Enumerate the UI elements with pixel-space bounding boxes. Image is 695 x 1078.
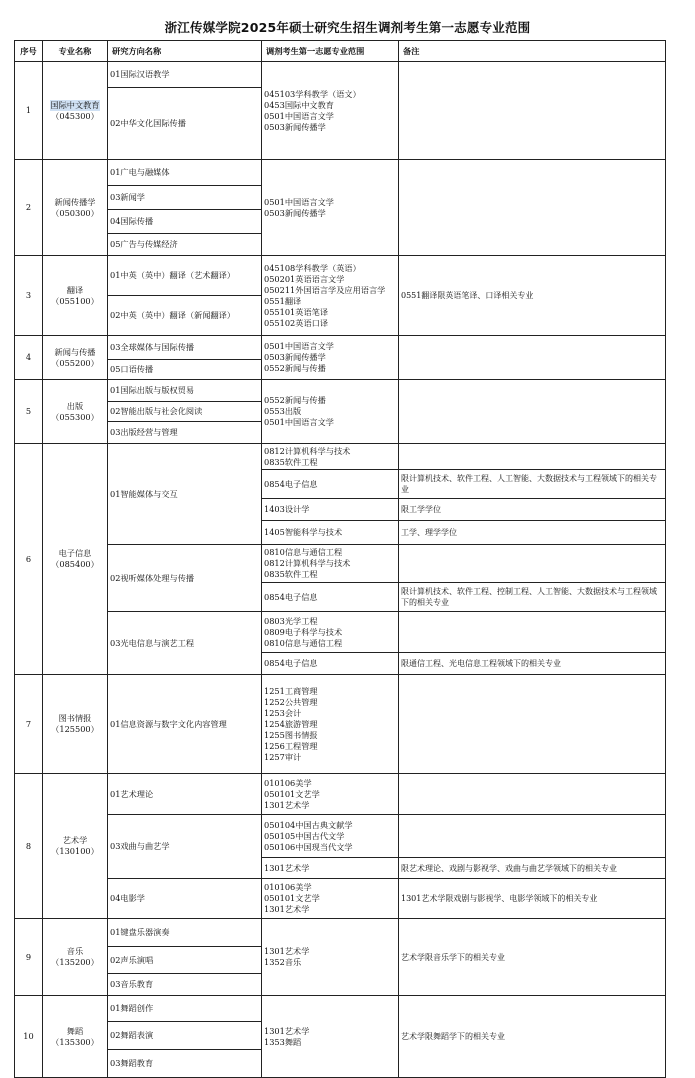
scope-line: 0501中国语言文学 <box>264 110 334 121</box>
row-6-d3-scope-2: 0854电子信息 <box>261 652 399 675</box>
row-4-scope <box>261 335 399 380</box>
scope-line: 045108学科教学（英语） <box>264 262 361 273</box>
row-6-direction-1: 01智能媒体与交互 <box>107 443 262 545</box>
major-code: （125500） <box>51 724 99 734</box>
scope-line: 050201英语语言文学 <box>264 273 345 284</box>
row-2-direction-1: 01广电与融媒体 <box>107 159 262 186</box>
scope-line: 0453国际中文教育 <box>264 99 334 110</box>
scope-line: 0501中国语言文学 <box>264 417 334 427</box>
row-6-d1-remark-4: 工学、理学学位 <box>398 520 666 545</box>
row-7-remark <box>398 674 666 774</box>
row-1-seq: 1 <box>14 61 43 160</box>
row-10-seq: 10 <box>14 995 43 1078</box>
row-6-d1-remark-3: 限工学学位 <box>398 498 666 521</box>
major-name: 新闻与传播 <box>54 346 96 357</box>
row-2-major <box>42 159 108 256</box>
row-8-d2-remark-2: 限艺术理论、戏剧与影视学、戏曲与曲艺学领域下的相关专业 <box>398 857 666 879</box>
row-9-direction-2: 02声乐演唱 <box>107 946 262 974</box>
row-8-d1-remark <box>398 773 666 815</box>
row-6-d1-scope-3: 1403设计学 <box>261 498 399 521</box>
row-9-direction-3: 03音乐教育 <box>107 973 262 996</box>
major-code: （055200） <box>51 357 99 368</box>
row-5-direction-3: 03出版经营与管理 <box>107 421 262 444</box>
row-8-major <box>42 773 108 919</box>
header-scope: 调剂考生第一志愿专业范围 <box>261 40 399 62</box>
scope-line: 1254旅游管理 <box>264 718 318 729</box>
row-4-major <box>42 335 108 380</box>
scope-line: 055101英语笔译 <box>264 306 329 317</box>
scope-line: 1257审计 <box>264 751 302 762</box>
scope-line: 1253会计 <box>264 707 302 718</box>
scope-line: 0552新闻与传播 <box>264 395 326 405</box>
document-title: 浙江传媒学院2025年硕士研究生招生调剂考生第一志愿专业范围 <box>164 20 531 35</box>
row-10-remark: 艺术学限舞蹈学下的相关专业 <box>398 995 666 1078</box>
row-2-remark <box>398 159 666 256</box>
row-5-major <box>42 379 108 444</box>
row-7-seq: 7 <box>14 674 43 774</box>
row-6-direction-2: 02视听媒体处理与传播 <box>107 544 262 612</box>
row-8-direction-3: 04电影学 <box>107 878 262 919</box>
scope-line: 0812计算机科学与技术 <box>264 558 351 568</box>
row-8-d3-remark: 1301艺术学限戏剧与影视学、电影学领域下的相关专业 <box>398 878 666 919</box>
scope-line: 0835软件工程 <box>264 569 318 579</box>
header-seq: 序号 <box>14 40 43 62</box>
row-6-d2-scope-2: 0854电子信息 <box>261 582 399 612</box>
row-10-direction-3: 03舞蹈教育 <box>107 1049 262 1078</box>
row-6-d1-scope-2: 0854电子信息 <box>261 469 399 499</box>
row-6-d2-remark-1 <box>398 544 666 583</box>
scope-line: 055102英语口译 <box>264 317 329 328</box>
row-6-d2-remark-2: 限计算机技术、软件工程、控制工程、人工智能、大数据技术与工程领域下的相关专业 <box>398 582 666 612</box>
major-name: 舞蹈 <box>66 1025 84 1036</box>
row-8-d2-scope-1 <box>261 814 399 858</box>
row-6-seq: 6 <box>14 443 43 675</box>
row-6-major <box>42 443 108 675</box>
scope-line: 0803光学工程 <box>264 615 318 626</box>
row-9-seq: 9 <box>14 918 43 996</box>
scope-line: 050101文艺学 <box>264 893 320 903</box>
row-9-remark: 艺术学限音乐学下的相关专业 <box>398 918 666 996</box>
scope-line: 050104中国古典文献学 <box>264 819 353 830</box>
scope-line: 0553出版 <box>264 406 302 416</box>
row-8-d2-remark-1 <box>398 814 666 858</box>
scope-line: 0835软件工程 <box>264 456 318 467</box>
row-4-direction-1: 03全球媒体与国际传播 <box>107 335 262 360</box>
row-5-direction-1: 01国际出版与版权贸易 <box>107 379 262 402</box>
row-1-major <box>42 61 108 160</box>
header-remark: 备注 <box>398 40 666 62</box>
row-1-direction-2: 02中华文化国际传播 <box>107 87 262 160</box>
row-1-remark <box>398 61 666 160</box>
scope-line: 0503新闻传播学 <box>264 207 326 218</box>
row-8-direction-1: 01艺术理论 <box>107 773 262 815</box>
row-1-scope <box>261 61 399 160</box>
scope-line: 1256工程管理 <box>264 740 318 751</box>
scope-line: 010106美学 <box>264 882 312 892</box>
row-5-remark <box>398 379 666 444</box>
scope-line: 0552新闻与传播 <box>264 363 326 373</box>
row-9-scope <box>261 918 399 996</box>
row-7-scope <box>261 674 399 774</box>
row-8-d2-scope-2: 1301艺术学 <box>261 857 399 879</box>
row-10-direction-2: 02舞蹈表演 <box>107 1021 262 1050</box>
row-2-direction-3: 04国际传播 <box>107 209 262 234</box>
row-7-major <box>42 674 108 774</box>
major-code: （055100） <box>51 295 99 306</box>
scope-line: 1301艺术学 <box>264 799 310 810</box>
row-9-major <box>42 918 108 996</box>
scope-line: 1255图书情报 <box>264 729 318 740</box>
row-6-d3-remark-1 <box>398 611 666 653</box>
major-code: （050300） <box>51 207 99 218</box>
major-name: 国际中文教育 <box>50 99 100 110</box>
scope-line: 0551翻译 <box>264 295 302 306</box>
row-2-seq: 2 <box>14 159 43 256</box>
scope-line: 1252公共管理 <box>264 696 318 707</box>
scope-line: 050101文艺学 <box>264 788 320 799</box>
row-2-direction-4: 05广告与传媒经济 <box>107 233 262 256</box>
scope-line: 1301艺术学 <box>264 946 310 956</box>
row-3-seq: 3 <box>14 255 43 336</box>
major-code: （045300） <box>51 110 99 121</box>
row-6-d1-scope-4: 1405智能科学与技术 <box>261 520 399 545</box>
major-name: 艺术学 <box>62 835 88 845</box>
row-6-d3-scope-1 <box>261 611 399 653</box>
scope-line: 0501中国语言文学 <box>264 341 334 351</box>
scope-line: 0810信息与通信工程 <box>264 637 343 648</box>
scope-line: 010106美学 <box>264 777 312 788</box>
row-10-major <box>42 995 108 1078</box>
major-name: 翻译 <box>66 284 84 295</box>
major-code: （085400） <box>51 559 99 569</box>
row-4-remark <box>398 335 666 380</box>
scope-line: 1353舞蹈 <box>264 1036 302 1047</box>
major-name: 出版 <box>66 400 84 411</box>
major-name: 图书情报 <box>58 713 92 723</box>
scope-line: 050106中国现当代文学 <box>264 841 353 852</box>
row-8-d1-scope <box>261 773 399 815</box>
row-3-direction-2: 02中英（英中）翻译（新闻翻译） <box>107 295 262 336</box>
scope-line: 1301艺术学 <box>264 1025 310 1036</box>
row-9-direction-1: 01键盘乐器演奏 <box>107 918 262 947</box>
row-6-d1-remark-2: 限计算机技术、软件工程、人工智能、大数据技术与工程领域下的相关专业 <box>398 469 666 499</box>
row-3-scope <box>261 255 399 336</box>
header-major: 专业名称 <box>42 40 108 62</box>
row-4-direction-2: 05口语传播 <box>107 359 262 380</box>
row-8-d3-scope <box>261 878 399 919</box>
row-4-seq: 4 <box>14 335 43 380</box>
row-6-d3-remark-2: 限通信工程、光电信息工程领域下的相关专业 <box>398 652 666 675</box>
row-6-d1-scope-1 <box>261 443 399 470</box>
major-name: 新闻传播学 <box>54 196 96 207</box>
row-5-scope <box>261 379 399 444</box>
row-3-remark: 0551翻译限英语笔译、口译相关专业 <box>398 255 666 336</box>
major-code: （130100） <box>51 846 99 856</box>
scope-line: 1301艺术学 <box>264 904 310 914</box>
scope-line: 1251工商管理 <box>264 685 318 696</box>
row-5-direction-2: 02智能出版与社会化阅读 <box>107 401 262 422</box>
row-10-direction-1: 01舞蹈创作 <box>107 995 262 1022</box>
scope-line: 0810信息与通信工程 <box>264 547 343 557</box>
major-code: （135300） <box>51 1036 99 1047</box>
scope-line: 1352音乐 <box>264 957 302 967</box>
scope-line: 0809电子科学与技术 <box>264 626 343 637</box>
row-8-seq: 8 <box>14 773 43 919</box>
row-6-direction-3: 03光电信息与演艺工程 <box>107 611 262 675</box>
row-2-scope <box>261 159 399 256</box>
row-6-d1-remark-1 <box>398 443 666 470</box>
header-direction: 研究方向名称 <box>107 40 262 62</box>
row-6-d2-scope-1 <box>261 544 399 583</box>
major-name: 音乐 <box>66 946 84 956</box>
major-code: （135200） <box>51 957 99 967</box>
scope-line: 0503新闻传播学 <box>264 352 326 362</box>
row-3-major <box>42 255 108 336</box>
row-10-scope <box>261 995 399 1078</box>
row-8-direction-2: 03戏曲与曲艺学 <box>107 814 262 879</box>
admission-table <box>14 40 666 1068</box>
scope-line: 045103学科教学（语文） <box>264 88 361 99</box>
major-name: 电子信息 <box>58 548 92 558</box>
scope-line: 050211外国语言学及应用语言学 <box>264 284 386 295</box>
scope-line: 050105中国古代文学 <box>264 830 345 841</box>
row-5-seq: 5 <box>14 379 43 444</box>
scope-line: 0503新闻传播学 <box>264 121 326 132</box>
scope-line: 0812计算机科学与技术 <box>264 445 351 456</box>
row-7-direction-1: 01信息资源与数字文化内容管理 <box>107 674 262 774</box>
row-1-direction-1: 01国际汉语教学 <box>107 61 262 88</box>
major-code: （055300） <box>51 411 99 422</box>
row-3-direction-1: 01中英（英中）翻译（艺术翻译） <box>107 255 262 296</box>
row-2-direction-2: 03新闻学 <box>107 185 262 210</box>
scope-line: 0501中国语言文学 <box>264 196 334 207</box>
